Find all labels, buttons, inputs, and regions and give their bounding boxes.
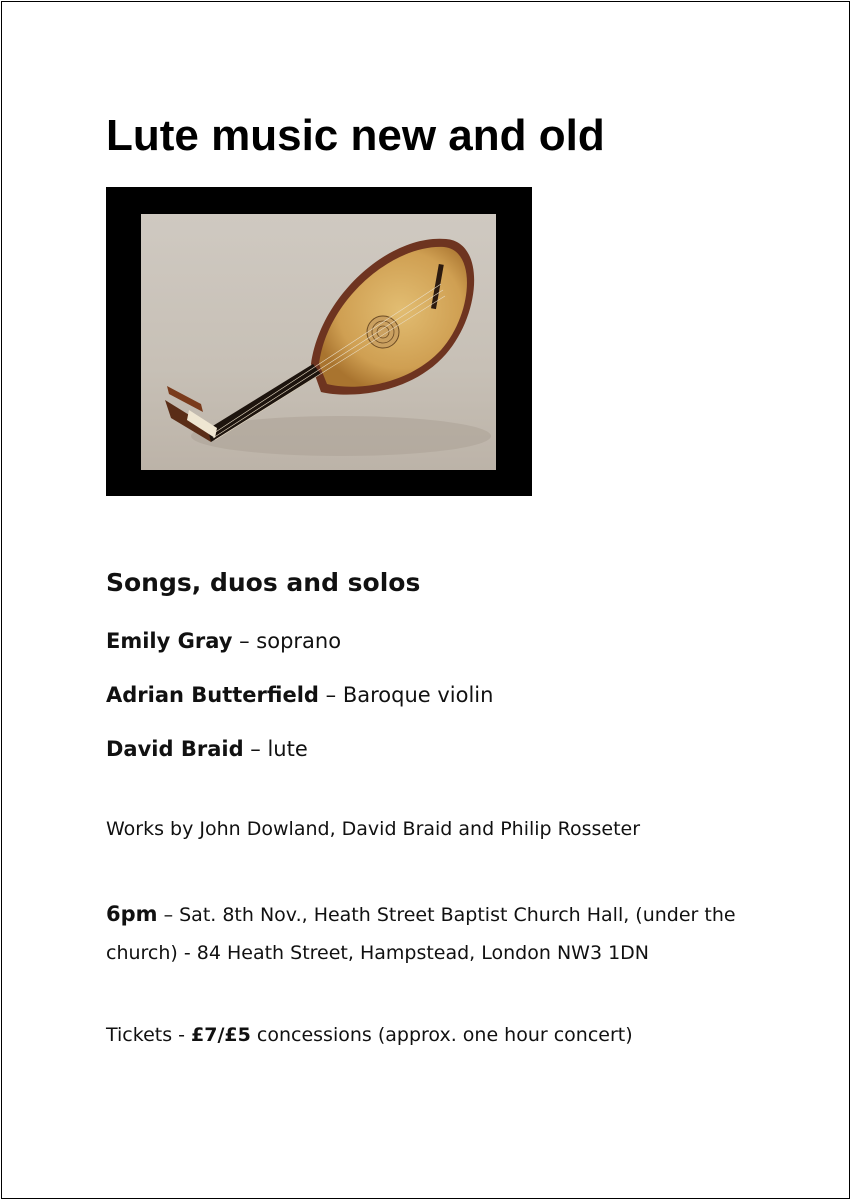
performer-role: lute — [267, 737, 308, 761]
performer-name: Adrian Butterfield — [106, 683, 319, 707]
lute-image — [141, 214, 496, 470]
page-title: Lute music new and old — [106, 111, 605, 160]
performer-david-braid — [106, 734, 308, 764]
performer-role: Baroque violin — [342, 683, 494, 707]
separator: – — [318, 683, 343, 707]
separator: – — [243, 737, 268, 761]
performer-emily-gray — [106, 626, 341, 656]
separator: – — [232, 629, 257, 653]
tickets-suffix: concessions (approx. one hour concert) — [250, 1024, 633, 1046]
performer-name: Emily Gray — [106, 629, 233, 653]
performer-name: David Braid — [106, 737, 244, 761]
event-details — [106, 895, 786, 972]
tickets-info — [106, 1019, 633, 1051]
program-subtitle: Songs, duos and solos — [106, 568, 421, 597]
works-text: Works by John Dowland, David Braid and Philip Rosseter — [106, 818, 641, 840]
tickets-prefix: Tickets - — [106, 1024, 192, 1046]
performer-role: soprano — [256, 629, 342, 653]
poster-page — [1, 1, 850, 1199]
performer-adrian-butterfield — [106, 680, 493, 710]
lute-photo — [106, 187, 532, 496]
event-time: 6pm — [106, 902, 158, 926]
ticket-price: £7/£5 — [191, 1024, 251, 1046]
event-location: – Sat. 8th Nov., Heath Street Baptist Church Hall, (under the church) - 84 Heath Street, Hampstead, London NW3 1DN — [106, 904, 736, 964]
